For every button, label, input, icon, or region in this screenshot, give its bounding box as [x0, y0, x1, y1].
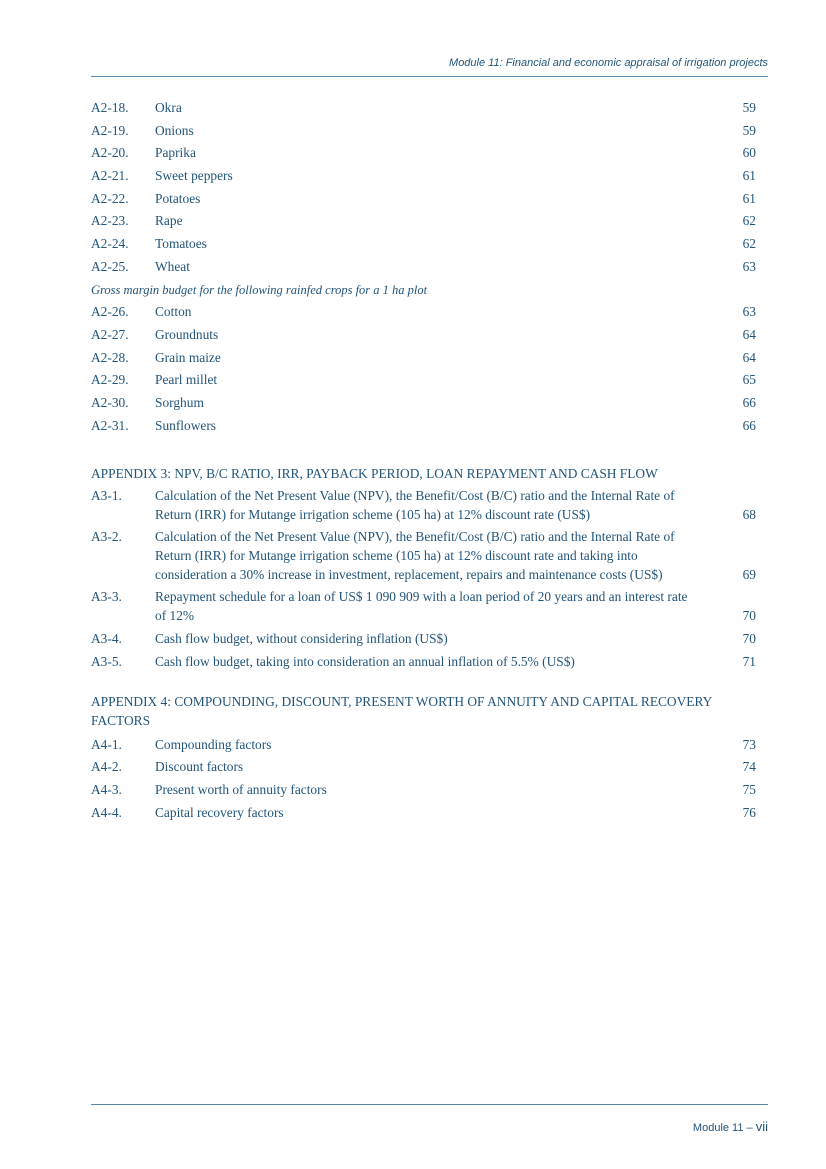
toc-entry-title: Onions: [155, 122, 194, 138]
toc-entry-page: 65: [742, 372, 756, 388]
toc-entry[interactable]: [91, 628, 756, 651]
toc-entry-page: 66: [742, 417, 756, 433]
appendix-4-heading: APPENDIX 4: COMPOUNDING, DISCOUNT, PRESENT WORTH OF ANNUITY AND CAPITAL RECOVERY FACTORS: [91, 693, 712, 728]
toc-entry-title: Grain maize: [155, 349, 221, 365]
toc-entry[interactable]: [91, 415, 756, 438]
toc-entry-title: Potatoes: [155, 190, 201, 206]
toc-group-rainfed-crops: [91, 301, 756, 437]
toc-entry-title: Paprika: [155, 145, 196, 161]
toc-entry-page: 61: [742, 168, 756, 184]
toc-entry-title: Sweet peppers: [155, 168, 233, 184]
toc-entry[interactable]: [91, 527, 756, 584]
toc-entry-number: A3-4.: [91, 631, 122, 647]
toc-entry-title: Cash flow budget, taking into consideration an annual inflation of 5.5% (US$): [155, 654, 575, 669]
footer-label: Module 11 –: [692, 1122, 756, 1134]
toc-entry-number: A3-3.: [91, 589, 122, 605]
toc-entry-page: 74: [742, 759, 756, 775]
toc-entry-title: Wheat: [155, 258, 190, 274]
toc-entry[interactable]: [91, 165, 756, 188]
toc-entry-number: A2-23.: [91, 213, 129, 229]
toc-entry-title: Tomatoes: [155, 236, 207, 252]
footer-rule: [91, 1104, 768, 1105]
toc-group-appendix-3: [91, 486, 756, 673]
toc-entry-page: 60: [742, 145, 756, 161]
toc-entry[interactable]: [91, 142, 756, 165]
toc-entry[interactable]: [91, 587, 756, 625]
toc-entry-number: A2-18.: [91, 100, 129, 115]
toc-entry-page: 63: [742, 258, 756, 274]
toc-entry-title: Pearl millet: [155, 372, 218, 388]
toc-entry-number: A4-3.: [91, 782, 122, 798]
toc-entry-number: A4-4.: [91, 804, 122, 820]
toc-entry-number: A3-1.: [91, 488, 122, 504]
toc-entry-page: 68: [742, 507, 756, 523]
toc-entry-title: Compounding factors: [155, 736, 272, 752]
toc-entry-title: Capital recovery factors: [155, 804, 284, 820]
toc-entry-page: 62: [742, 236, 756, 252]
toc-entry-number: A2-29.: [91, 372, 129, 388]
header-rule: [91, 76, 768, 77]
toc-entry-page: 59: [742, 122, 756, 138]
toc-entry-page: 63: [742, 304, 756, 320]
toc-entry[interactable]: [91, 651, 756, 674]
rainfed-subheading: Gross margin budget for the following rainfed crops for a 1 ha plot: [91, 282, 428, 297]
toc-entry-page: 61: [742, 190, 756, 206]
toc-entry[interactable]: [91, 120, 756, 143]
toc-entry-page: 70: [742, 608, 756, 624]
page-footer: [693, 1119, 768, 1134]
toc-entry-number: A2-31.: [91, 417, 129, 433]
toc-entry-title: Rape: [155, 213, 183, 229]
toc-entry-title: Cash flow budget, without considering inflation (US$): [155, 631, 448, 647]
toc-entry[interactable]: [91, 756, 756, 779]
toc-entry-title: Okra: [155, 100, 182, 115]
toc-entry-number: A3-5.: [91, 654, 122, 669]
toc-entry-page: 70: [742, 631, 756, 647]
toc-entry-number: A3-2.: [91, 529, 122, 545]
toc-entry-title: Sunflowers: [155, 417, 216, 433]
toc-entry-number: A2-19.: [91, 122, 129, 138]
toc-entry-number: A4-2.: [91, 759, 122, 775]
toc-entry[interactable]: [91, 188, 756, 211]
toc-entry[interactable]: [91, 369, 756, 392]
toc-entry-number: A2-30.: [91, 394, 129, 410]
toc-entry-number: A2-20.: [91, 145, 129, 161]
toc-entry[interactable]: [91, 802, 756, 825]
toc-entry-number: A2-25.: [91, 258, 129, 274]
toc-entry-number: A2-22.: [91, 190, 129, 206]
appendix-3-heading: APPENDIX 3: NPV, B/C RATIO, IRR, PAYBACK PERIOD, LOAN REPAYMENT AND CASH FLOW: [91, 466, 658, 482]
toc-entry[interactable]: [91, 324, 756, 347]
toc-entry[interactable]: [91, 97, 756, 120]
running-header: Module 11: Financial and economic appraisal of irrigation projects: [449, 57, 768, 69]
toc-entry-number: A2-26.: [91, 304, 129, 320]
toc-entry[interactable]: [91, 233, 756, 256]
table-of-contents: [91, 97, 756, 824]
page-number: vii: [755, 1119, 768, 1134]
toc-entry[interactable]: [91, 779, 756, 802]
toc-entry-page: 76: [742, 804, 756, 820]
toc-entry-title: Discount factors: [155, 759, 244, 775]
toc-entry[interactable]: [91, 347, 756, 370]
toc-entry[interactable]: [91, 210, 756, 233]
toc-entry-page: 64: [742, 349, 756, 365]
toc-entry-title: Calculation of the Net Present Value (NPV), the Benefit/Cost (B/C) ratio and the Internal Rate of Return (IRR) for Mutange irrigation scheme (105 ha) at 12% discount rate and taking into consideration a 30% increase in investment, replacement, repairs and maintenance costs (US$): [155, 529, 675, 583]
toc-entry-page: 59: [742, 99, 756, 115]
toc-entry[interactable]: [91, 486, 756, 524]
toc-entry-title: Calculation of the Net Present Value (NPV), the Benefit/Cost (B/C) ratio and the Internal Rate of Return (IRR) for Mutange irrigation scheme (105 ha) at 12% discount rate (US$): [155, 488, 675, 523]
toc-entry-number: A2-27.: [91, 326, 129, 342]
toc-entry-page: 66: [742, 394, 756, 410]
toc-entry-page: 62: [742, 213, 756, 229]
toc-entry-number: A4-1.: [91, 736, 122, 752]
toc-entry-page: 71: [742, 653, 756, 669]
toc-entry-number: A2-28.: [91, 349, 129, 365]
toc-entry[interactable]: [91, 734, 756, 757]
toc-entry-title: Groundnuts: [155, 326, 219, 342]
toc-entry[interactable]: [91, 301, 756, 324]
toc-entry[interactable]: [91, 256, 756, 279]
toc-entry-title: Present worth of annuity factors: [155, 782, 327, 798]
toc-entry-number: A2-24.: [91, 236, 129, 252]
toc-entry-page: 75: [742, 782, 756, 798]
toc-entry-number: A2-21.: [91, 168, 129, 184]
toc-entry-title: Cotton: [155, 304, 192, 320]
toc-entry-page: 73: [742, 736, 756, 752]
toc-group-appendix-4: [91, 734, 756, 825]
toc-group-irrigated-crops: [91, 97, 756, 279]
toc-entry[interactable]: [91, 392, 756, 415]
toc-entry-title: Sorghum: [155, 394, 204, 410]
toc-entry-page: 69: [742, 567, 756, 583]
toc-entry-page: 64: [742, 326, 756, 342]
toc-entry-title: Repayment schedule for a loan of US$ 1 090 909 with a loan period of 20 years and an interest rate of 12%: [155, 589, 688, 624]
